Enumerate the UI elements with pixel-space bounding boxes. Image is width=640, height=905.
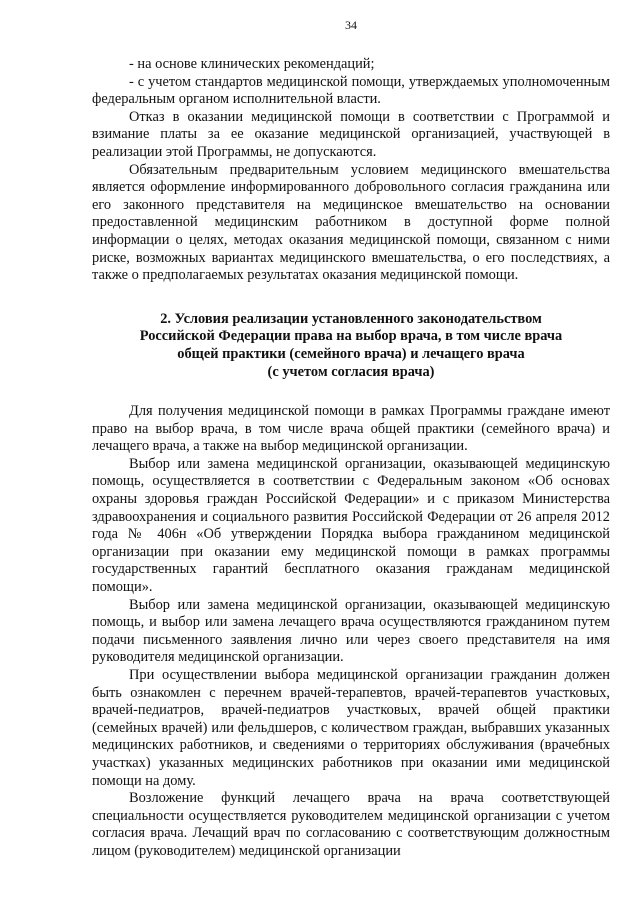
paragraph-informed-consent: Обязательным предварительным условием медицинского вмешательства является оформление информированного добровольного согласия гражданина или его законного представителя на медицинское вмешательство на основании предоставленной медицинским работником в доступной форме полной информации о целях, методах оказания медицинской помощи, связанном с ними риске, возможных вариантах медицинского вмешательства, о его последствиях, а также о предполагаемых результатах оказания медицинской помощи. [92, 161, 610, 284]
paragraph-written-application: Выбор или замена медицинской организации, оказывающей медицинскую помощь, и выбор или замена лечащего врача осуществляются гражданином путем подачи письменного заявления лично или через своего представителя на имя руководителя медицинской организации. [92, 596, 610, 666]
list-item-care-standards: - с учетом стандартов медицинской помощи, утверждаемых уполномоченным федеральным органом исполнительной власти. [92, 73, 610, 108]
list-item-clinical-recommendations: - на основе клинических рекомендаций; [129, 56, 375, 72]
paragraph-familiarization: При осуществлении выбора медицинской организации гражданин должен быть ознакомлен с перечнем врачей-терапевтов, врачей-терапевтов участковых, врачей-педиатров, врачей-педиатров участковых, врачей общей практики (семейных врачей) или фельдшеров, с количеством граждан, выбравших указанных медицинских работников, и сведениями о территориях обслуживания (врачебных участках) указанных медицинских работников при оказании ими медицинской помощи на дому. [92, 667, 610, 789]
paragraph-choice-of-organization: Выбор или замена медицинской организации, оказывающей медицинскую помощь, осуществляется в соответствии с Федеральным законом «Об основах охраны здоровья граждан Российской Федерации» и с приказом Министерства здравоохранения и социального развития Российской Федерации от 26 апреля 2012 года № 406н «Об утверждении Порядка выбора гражданином медицинской организации при оказании ему медицинской помощи в рамках программы государственных гарантий бесплатного оказания гражданам медицинской помощи». [92, 455, 610, 596]
section-heading-line: общей практики (семейного врача) и лечащего врача [177, 345, 525, 362]
section-heading-line: (с учетом согласия врача) [267, 363, 435, 380]
page-number: 34 [345, 18, 357, 32]
section-heading-line: Российской Федерации права на выбор врача, в том числе врача [139, 328, 563, 345]
paragraph-attending-physician: Возложение функций лечащего врача на врача соответствующей специальности осуществляется руководителем медицинской организации с учетом согласия врача. Лечащий врач по согласованию с соответствующим должностным лицом (руководителем) медицинской организации [92, 790, 610, 859]
document-body [92, 56, 610, 861]
paragraph-refusal-of-care: Отказ в оказании медицинской помощи в соответствии с Программой и взимание платы за ее оказание медицинской организацией, участвующей в реализации этой Программы, не допускаются. [92, 108, 610, 160]
paragraph-right-to-choose: Для получения медицинской помощи в рамках Программы граждане имеют право на выбор врача, в том числе врача общей практики (семейного врача) и лечащего врача, а также на выбор медицинской организации. [92, 403, 610, 455]
section-heading-line: 2. Условия реализации установленного законодательством [160, 310, 542, 327]
section-heading [92, 311, 610, 381]
